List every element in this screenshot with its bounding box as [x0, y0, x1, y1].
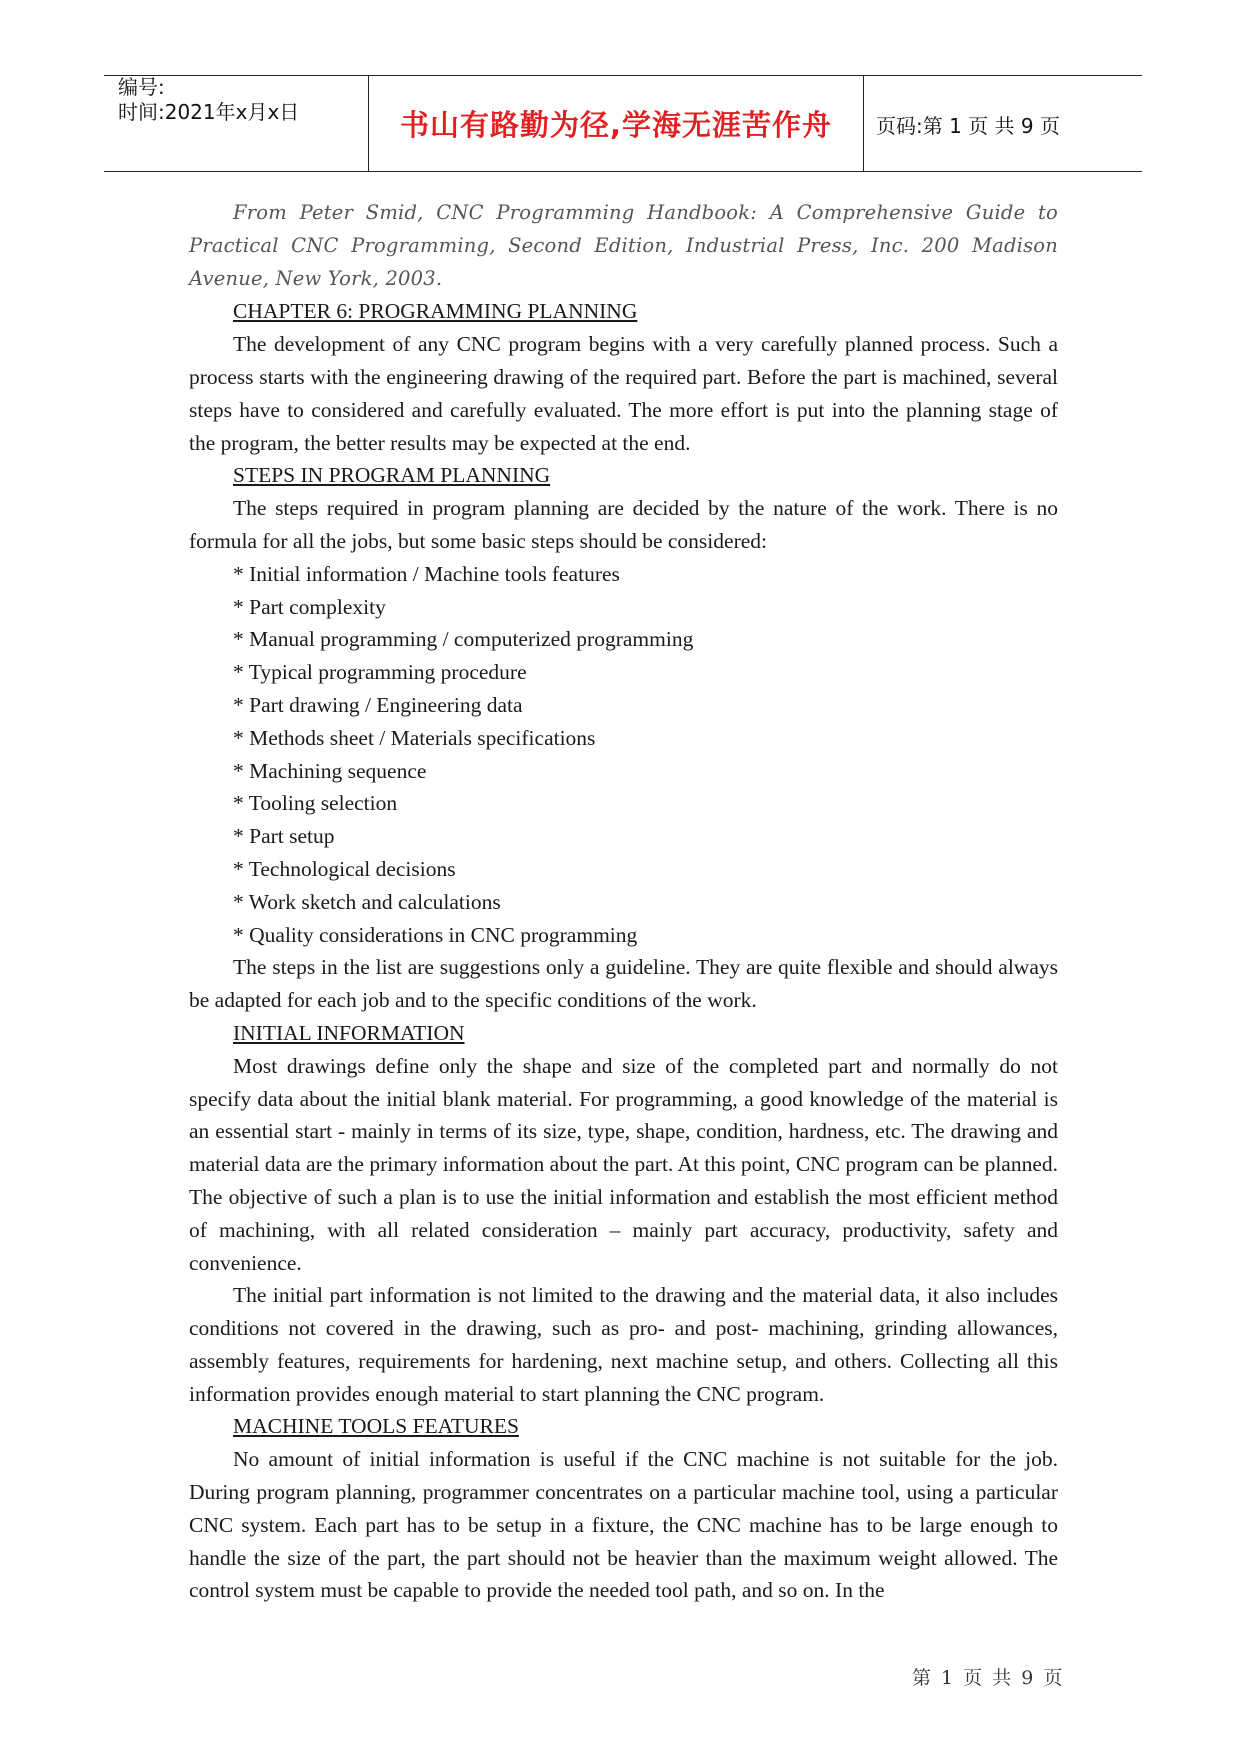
- list-item: * Technological decisions: [233, 856, 456, 881]
- list-item: * Work sketch and calculations: [233, 889, 501, 914]
- header-motto-cell: [369, 76, 863, 171]
- list-item: * Manual programming / computerized programming: [233, 627, 694, 652]
- steps-note: The steps in the list are suggestions only a guideline. They are quite flexible and should always be adapted for each job and to the specific conditions of the work.: [189, 955, 1058, 1013]
- chapter-title: CHAPTER 6: PROGRAMMING PLANNING: [233, 299, 638, 324]
- list-item: * Part drawing / Engineering data: [233, 692, 523, 717]
- intro-paragraph: The development of any CNC program begins with a very carefully planned process. Such a process starts with the engineering drawing of the required part. Before the part is machined, several steps have to considered and carefully evaluated. The more effort is put into the planning stage of the program, the better results may be expected at the end.: [189, 332, 1058, 455]
- list-item: * Tooling selection: [233, 791, 398, 816]
- initial-paragraph-2: The initial part information is not limited to the drawing and the material data, it also includes conditions not covered in the drawing, such as pro- and post- machining, grinding allowances, assembly features, requirements for hardening, next machine setup, and others. Collecting all this information provides enough material to start planning the CNC program.: [189, 1283, 1058, 1406]
- steps-heading: STEPS IN PROGRAM PLANNING: [233, 463, 551, 488]
- initial-information-heading: INITIAL INFORMATION: [233, 1020, 465, 1045]
- list-item: * Machining sequence: [233, 758, 427, 783]
- document-number-label: 编号:: [118, 75, 165, 99]
- document-header: [104, 75, 1142, 172]
- machine-tools-heading: MACHINE TOOLS FEATURES: [233, 1414, 519, 1439]
- citation: From Peter Smid, CNC Programming Handbook: A Comprehensive Guide to Practical CNC Programming, Second Edition, Industrial Press, Inc. 200 Madison Avenue, New York, 2003.: [189, 201, 1058, 290]
- document-date-label: 时间:2021年x月x日: [118, 100, 300, 124]
- steps-intro: The steps required in program planning are decided by the nature of the work. There is no formula for all the jobs, but some basic steps should be considered:: [189, 496, 1058, 553]
- motto-text: 书山有路勤为径,学海无涯苦作舟: [399, 108, 833, 142]
- list-item: * Typical programming procedure: [233, 660, 527, 685]
- list-item: * Initial information / Machine tools features: [233, 561, 620, 586]
- document-body: [189, 197, 1058, 1607]
- page-footer: 第 1 页 共 9 页: [912, 1667, 1065, 1689]
- list-item: * Methods sheet / Materials specifications: [233, 725, 596, 750]
- machine-paragraph-1: No amount of initial information is useful if the CNC machine is not suitable for the job. During program planning, programmer concentrates on a particular machine tool, using a particular CNC system. Each part has to be setup in a fixture, the CNC machine has to be large enough to handle the size of the part, the part should not be heavier than the maximum weight allowed. The control system must be capable to provide the needed tool path, and so on. In the: [189, 1447, 1058, 1603]
- list-item: * Quality considerations in CNC programming: [233, 922, 638, 947]
- header-page-cell: [864, 76, 1142, 171]
- initial-paragraph-1: Most drawings define only the shape and size of the completed part and normally do not specify data about the initial blank material. For programming, a good knowledge of the material is an essential start - mainly in terms of its size, type, shape, condition, hardness, etc. The drawing and material data are the primary information about the part. At this point, CNC program can be planned. The objective of such a plan is to use the initial information and establish the most efficient method of machining, with all related consideration – mainly part accuracy, productivity, safety and convenience.: [189, 1053, 1058, 1275]
- header-info-cell: [104, 76, 368, 171]
- header-page-label: 页码:第 1 页 共 9 页: [876, 114, 1060, 138]
- list-item: * Part setup: [233, 824, 335, 849]
- list-item: * Part complexity: [233, 594, 386, 619]
